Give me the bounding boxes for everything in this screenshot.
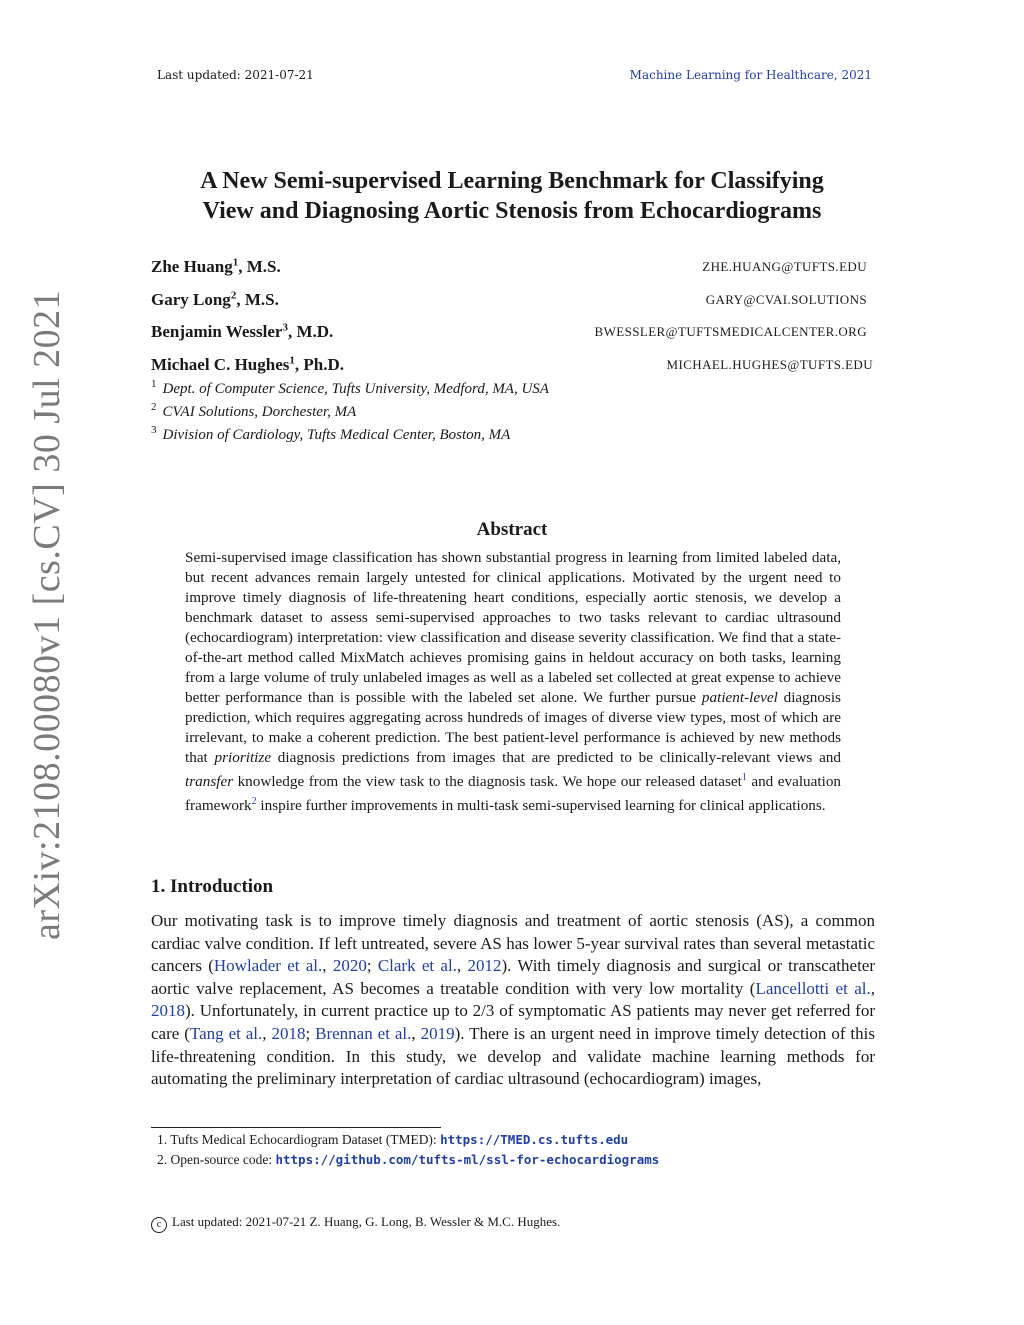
citation-link[interactable]: Brennan et al. (315, 1023, 412, 1043)
author-email: MICHAEL.HUGHES@TUFTS.EDU (666, 357, 873, 372)
author-name: Benjamin Wessler$^3$, M.D. (151, 321, 334, 341)
citation-link[interactable]: 2018 (151, 1001, 185, 1021)
author-name: Zhe Huang$^1$, M.S. (151, 256, 281, 276)
footnote-ref[interactable]: 1 (741, 772, 747, 783)
author-row (151, 257, 867, 279)
section-heading-introduction: 1. Introduction (151, 876, 274, 897)
footnote: 2. Open-source code: https://github.com/tufts-ml/ssl-for-echocardiograms (157, 1152, 660, 1167)
paper-title (120, 166, 904, 226)
title-line-2: View and Diagnosing Aortic Stenosis from Echocardiograms (202, 198, 822, 224)
author-email: GARY@CVAI.SOLUTIONS (705, 292, 867, 307)
abstract-body: Semi-supervised image classification has shown substantial progress in learning from limited labeled data, but recent advances remain largely untested for clinical applications. Motivated by the urgent need to improve timely diagnosis of life-threatening heart conditions, especially aortic stenosis, we develop a benchmark dataset to assess semi-supervised approaches to two tasks relevant to cardiac ultrasound (echocardiogram) interpretation: view classification and disease severity classification. We find that a state-of-the-art method called MixMatch achieves promising gains in heldout accuracy on both tasks, learning from a large volume of truly unlabeled images as well as a labeled set collected at great expense to achieve better performance than is possible with the labeled set alone. We further pursue patient-level diagnosis prediction, which requires aggregating across hundreds of images of diverse view types, most of which are irrelevant, to make a coherent prediction. The best patient-level performance is achieved by new methods that prioritize diagnosis predictions from images that are predicted to be clinically-relevant views and transfer knowledge from the view task to the diagnosis task. We hope our released dataset$^1$ and evaluation framework$^2$ inspire further improvements in multi-task semi-supervised learning for clinical applications. (185, 549, 842, 815)
author-row (151, 355, 873, 377)
footnote: 1. Tufts Medical Echocardiogram Dataset (TMED): https://TMED.cs.tufts.edu (157, 1132, 629, 1147)
footnote-divider (151, 1127, 441, 1128)
running-header-date: Last updated: 2021-07-21 (157, 68, 314, 82)
copyright-footer: c Last updated: 2021-07-21 Z. Huang, G. Long, B. Wessler & M.C. Hughes. (151, 1214, 560, 1233)
introduction-body: Our motivating task is to improve timely diagnosis and treatment of aortic stenosis (AS), a common cardiac valve condition. If left untreated, severe AS has lower 5-year survival rates than several metastatic cancers (Howlader et al., 2020; Clark et al., 2012). With timely diagnosis and surgical or transcatheter aortic valve replacement, AS becomes a treatable condition with very low mortality (Lancellotti et al., 2018). Unfortunately, in current practice up to 2/3 of symptomatic AS patients may never get referred for care (Tang et al., 2018; Brennan et al., 2019). There is an urgent need in improve timely detection of this life-threatening condition. In this study, we develop and validate machine learning methods for automating the preliminary interpretation of cardiac ultrasound (echocardiogram) images, (151, 911, 876, 1089)
citation-link[interactable]: 2012 (467, 956, 502, 976)
affiliation: $^3$ Division of Cardiology, Tufts Medical Center, Boston, MA (151, 424, 511, 443)
footnote-ref[interactable]: 2 (251, 796, 257, 808)
citation-link[interactable]: Howlader et al. (213, 956, 323, 976)
citation-link[interactable]: Tang et al. (189, 1023, 263, 1043)
citation-link[interactable]: 2018 (271, 1023, 306, 1043)
author-name: Michael C. Hughes$^1$, Ph.D. (151, 354, 344, 374)
title-line-1: A New Semi-supervised Learning Benchmark for Classifying (200, 168, 824, 194)
author-row (151, 290, 867, 312)
footnote-url[interactable]: https://github.com/tufts-ml/ssl-for-echocardiograms (275, 1152, 660, 1167)
author-email: ZHE.HUANG@TUFTS.EDU (702, 259, 867, 274)
affiliation: $^2$ CVAI Solutions, Dorchester, MA (151, 401, 357, 420)
copyright-icon: c (151, 1217, 167, 1233)
citation-link[interactable]: 2020 (332, 956, 367, 976)
affiliation: $^1$ Dept. of Computer Science, Tufts University, Medford, MA, USA (151, 378, 549, 397)
author-row (151, 322, 867, 344)
citation-link[interactable]: Clark et al. (377, 956, 457, 976)
footnote-url[interactable]: https://TMED.cs.tufts.edu (440, 1132, 629, 1147)
running-header-venue[interactable]: Machine Learning for Healthcare, 2021 (629, 68, 872, 82)
abstract-heading: Abstract (476, 519, 548, 540)
citation-link[interactable]: 2019 (420, 1023, 455, 1043)
citation-link[interactable]: Lancellotti et al. (755, 978, 871, 998)
arxiv-identifier: arXiv:2108.00080v1 [cs.CV] 30 Jul 2021 (26, 289, 68, 940)
author-name: Gary Long$^2$, M.S. (151, 289, 279, 309)
author-email: BWESSLER@TUFTSMEDICALCENTER.ORG (594, 324, 867, 339)
